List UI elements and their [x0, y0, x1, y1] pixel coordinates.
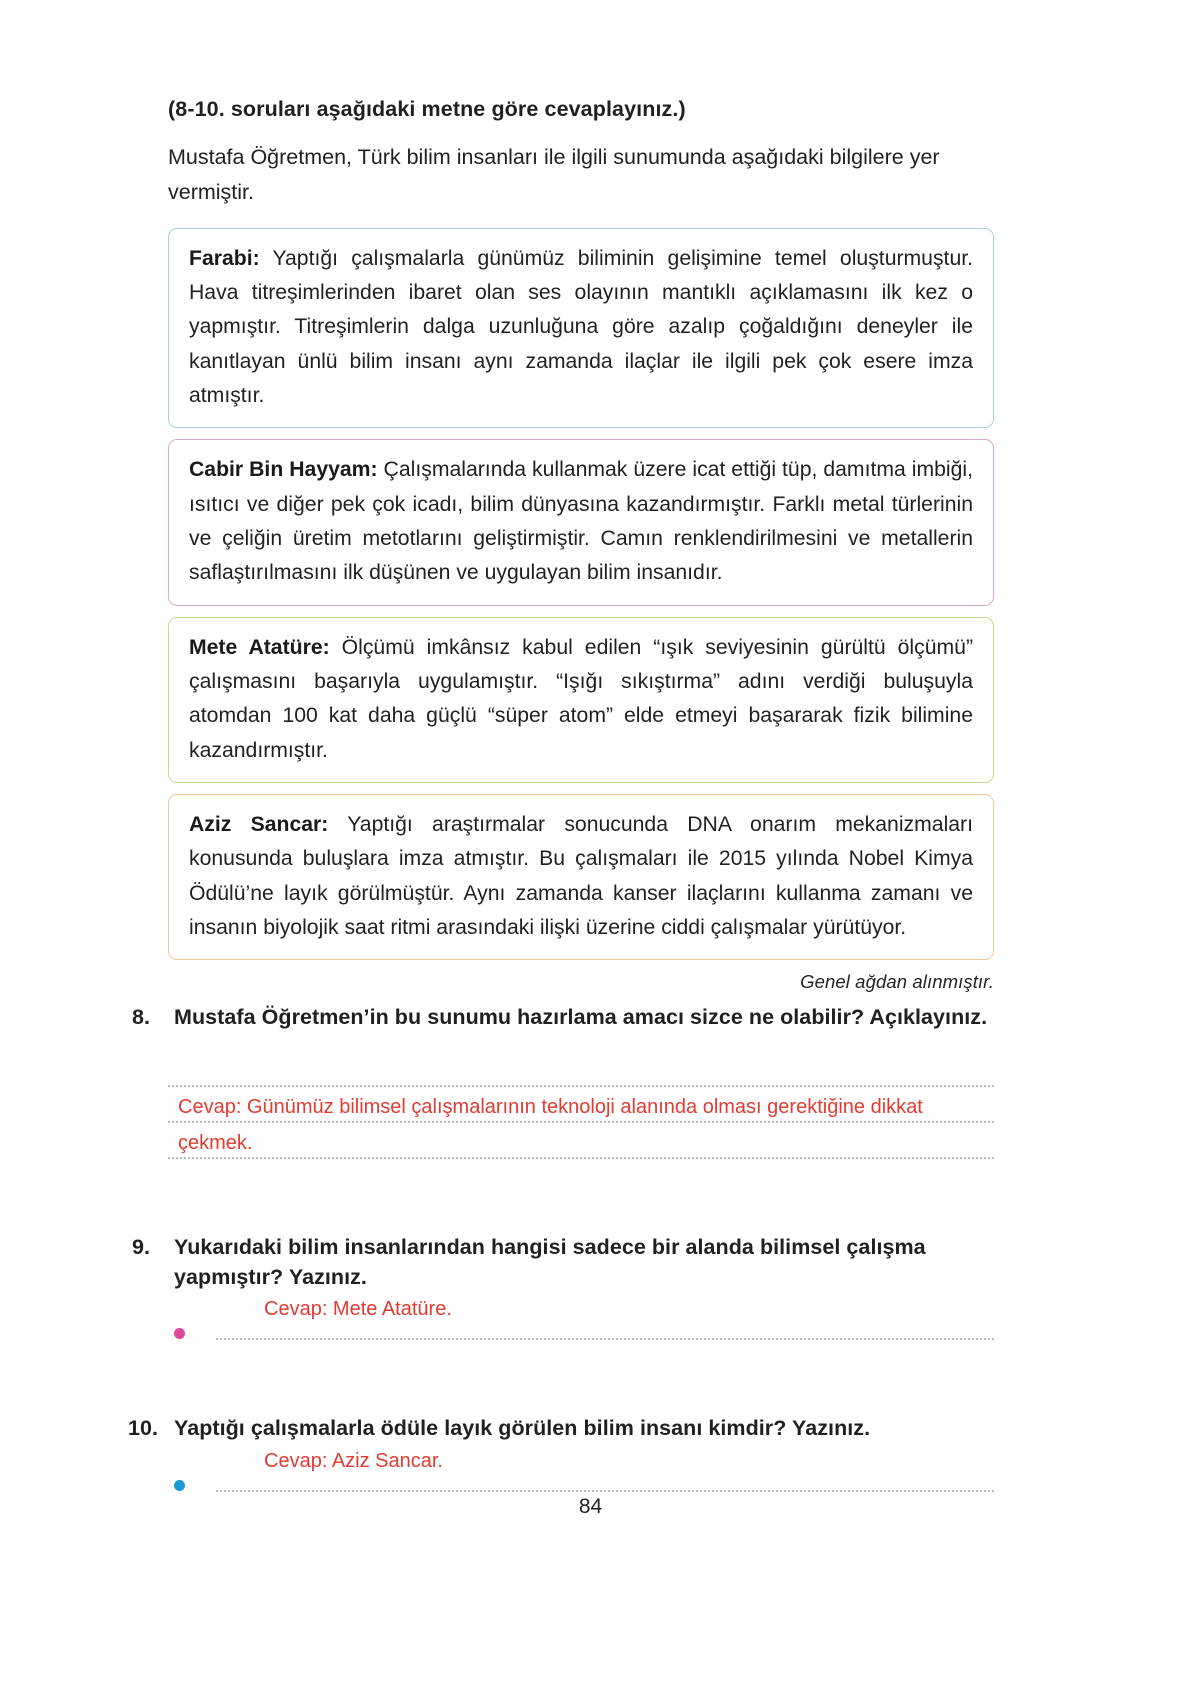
scientist-name-farabi: Farabi: — [189, 246, 260, 270]
question-10 — [128, 1414, 994, 1444]
scientist-box-mete-atature — [168, 617, 994, 783]
answer-dotted-line — [216, 1490, 994, 1492]
spacer — [168, 1159, 994, 1233]
source-attribution: Genel ağdan alınmıştır. — [800, 971, 994, 993]
scientist-name-aziz-sancar: Aziz Sancar: — [189, 813, 329, 837]
question-9-number: 9. — [132, 1235, 151, 1260]
question-9 — [132, 1233, 994, 1292]
scientist-body-aziz-sancar: Yaptığı araştırmalar sonucunda DNA onarım mekanizmaları konusunda buluşlara imza atmıştır. Bu çalışmaları ile 2015 yılında Nobel Kimya Ödülü’ne layık görülmüştür. Aynı zamanda kanser ilaçlarını kullanma zamanı ve insanın biyolojik saat ritmi arasındaki ilişki üzerine ciddi çalışmalar yürütüyor. — [189, 813, 973, 940]
question-8-answer-line-2: çekmek. — [178, 1132, 253, 1155]
page-number: 84 — [578, 1495, 603, 1518]
answer-line-row[interactable] — [168, 1051, 994, 1087]
spacer — [168, 1354, 994, 1414]
scientist-body-mete-atature: Ölçümü imkânsız kabul edilen “ışık seviyesinin gürültü ölçümü” çalışmasını başarıyla uygulamıştır. “Işığı sıkıştırma” adını verdiği buluşuyla atomdan 100 kat daha güçlü “süper atom” elde etmeyi başararak fizik bilimine kazandırmıştır. — [189, 635, 973, 762]
scientist-box-aziz-sancar — [168, 794, 994, 960]
question-8-number: 8. — [132, 1005, 151, 1030]
bullet-point-icon — [174, 1480, 185, 1491]
question-8-text: Mustafa Öğretmen’in bu sunumu hazırlama amacı sizce ne olabilir? Açıklayınız. — [174, 1005, 988, 1030]
question-9-answer-area[interactable] — [168, 1298, 994, 1354]
scientist-box-cabir-bin-hayyam — [168, 439, 994, 605]
scientist-name-mete-atature: Mete Atatüre: — [189, 635, 330, 659]
intro-paragraph: Mustafa Öğretmen, Türk bilim insanları ile ilgili sunumunda aşağıdaki bilgilere yer vermiştir. — [168, 144, 940, 204]
answer-line-row[interactable] — [168, 1087, 994, 1123]
question-8-answer-line-1: Cevap: Günümüz bilimsel çalışmalarının teknoloji alanında olması gerektiğine dikkat — [178, 1096, 923, 1119]
question-8-answer-area[interactable] — [168, 1051, 994, 1159]
question-9-answer: Cevap: Mete Atatüre. — [264, 1298, 452, 1321]
scientist-box-farabi — [168, 228, 994, 429]
scientist-body-cabir-bin-hayyam: Çalışmalarında kullanmak üzere icat ettiği tüp, damıtma imbiği, ısıtıcı ve diğer pek çok icadı, bilim dünyasına kazandırmıştır. Farklı metal türlerinin ve çeliğin üretim metotlarını geliştirmiştir. Camın renklendirilmesini ve metallerin saflaştırılmasını ilk düşünen ve uygulayan bilim insanıdır. — [189, 458, 973, 585]
scientist-name-cabir-bin-hayyam: Cabir Bin Hayyam: — [189, 458, 378, 482]
answer-dotted-line — [168, 1157, 994, 1159]
question-8 — [132, 1003, 994, 1033]
question-10-text: Yaptığı çalışmalarla ödüle layık görülen bilim insanı kimdir? Yazınız. — [174, 1416, 871, 1441]
question-10-number: 10. — [128, 1416, 159, 1441]
question-10-answer: Cevap: Aziz Sancar. — [264, 1450, 443, 1473]
scientist-body-farabi: Yaptığı çalışmalarla günümüz biliminin gelişimine temel oluşturmuştur. Hava titreşimlerinden ibaret olan ses olayının mantıklı açıklamasını ilk kez o yapmıştır. Titreşimlerin dalga uzunluğuna göre azalıp çoğaldığını deneyler ile kanıtlayan ünlü bilim insanı aynı zamanda ilaçlar ile ilgili pek çok esere imza atmıştır. — [189, 246, 973, 407]
page-content — [128, 96, 994, 1506]
question-range-directive: (8-10. soruları aşağıdaki metne göre cevaplayınız.) — [168, 97, 686, 121]
bullet-point-icon — [174, 1328, 185, 1339]
answer-line-row[interactable] — [168, 1123, 994, 1159]
answer-dotted-line — [216, 1338, 994, 1340]
question-9-text: Yukarıdaki bilim insanlarından hangisi sadece bir alanda bilimsel çalışma yapmıştır? Yazınız. — [174, 1235, 926, 1289]
